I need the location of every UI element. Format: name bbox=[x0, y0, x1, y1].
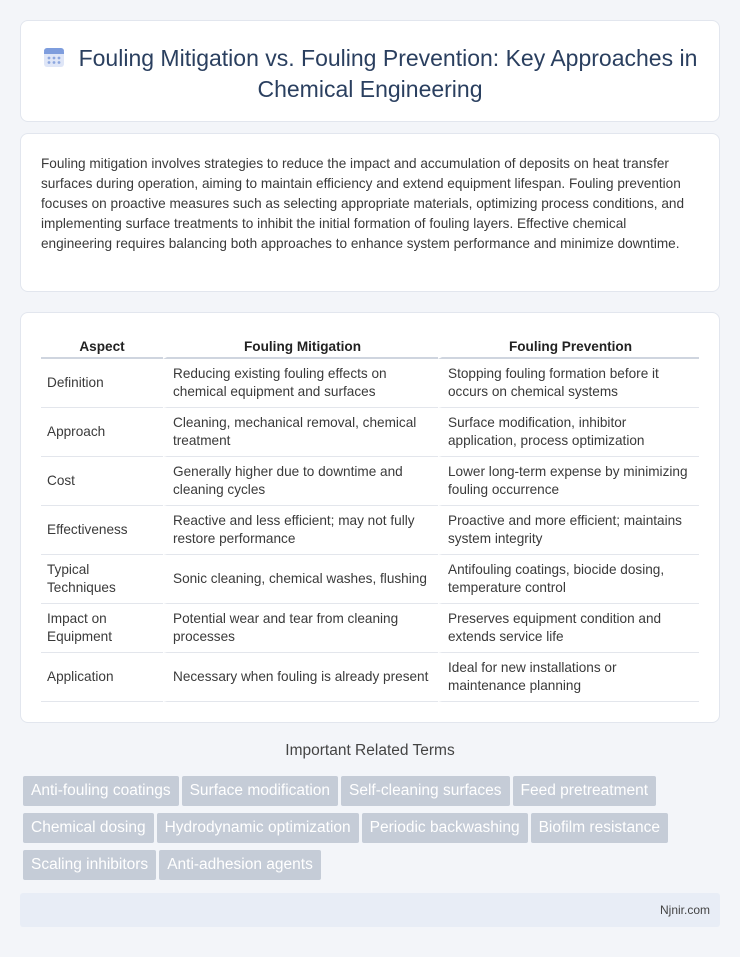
related-term-tag[interactable]: Scaling inhibitors bbox=[23, 850, 156, 880]
cell-mitigation: Reactive and less efficient; may not fully restore performance bbox=[163, 506, 438, 555]
cell-mitigation: Necessary when fouling is already present bbox=[163, 653, 438, 702]
page-title-text: Fouling Mitigation vs. Fouling Prevention: Key Approaches in Chemical Engineering bbox=[78, 45, 698, 102]
footer-site-link[interactable]: Njnir.com bbox=[659, 903, 710, 917]
related-term-tag[interactable]: Anti-fouling coatings bbox=[23, 776, 179, 806]
cell-aspect: Definition bbox=[41, 359, 163, 408]
related-term-tag[interactable]: Hydrodynamic optimization bbox=[157, 813, 359, 843]
intro-text: Fouling mitigation involves strategies to reduce the impact and accumulation of deposits on heat transfer surfaces during operation, aiming to maintain efficiency and extend equipment lifespan. Fouling prevention focuses on proactive measures such as selecting appropriate materials, optimizing process conditions, and implementing surface treatments to inhibit the initial formation of fouling layers. Effective chemical engineering requires balancing both approaches to enhance system performance and minimize downtime. bbox=[41, 156, 685, 251]
table-row bbox=[41, 506, 699, 555]
related-term-tag[interactable]: Periodic backwashing bbox=[362, 813, 528, 843]
cell-aspect: Impact on Equipment bbox=[41, 604, 163, 653]
cell-prevention: Ideal for new installations or maintenance planning bbox=[438, 653, 699, 702]
table-row bbox=[41, 457, 699, 506]
header-aspect: Aspect bbox=[41, 333, 163, 359]
page-title bbox=[21, 43, 719, 105]
cell-aspect: Typical Techniques bbox=[41, 555, 163, 604]
table-row bbox=[41, 359, 699, 408]
related-terms-list bbox=[23, 776, 723, 887]
table-row bbox=[41, 555, 699, 604]
cell-prevention: Lower long-term expense by minimizing fouling occurrence bbox=[438, 457, 699, 506]
related-term-tag[interactable]: Biofilm resistance bbox=[531, 813, 668, 843]
calendar-icon bbox=[43, 46, 65, 68]
intro-card bbox=[20, 133, 720, 292]
cell-mitigation: Generally higher due to downtime and cleaning cycles bbox=[163, 457, 438, 506]
header-prevention: Fouling Prevention bbox=[438, 333, 699, 359]
comparison-table bbox=[41, 333, 699, 702]
cell-aspect: Approach bbox=[41, 408, 163, 457]
cell-prevention: Preserves equipment condition and extends service life bbox=[438, 604, 699, 653]
cell-prevention: Proactive and more efficient; maintains system integrity bbox=[438, 506, 699, 555]
cell-mitigation: Sonic cleaning, chemical washes, flushing bbox=[163, 555, 438, 604]
cell-prevention: Surface modification, inhibitor application, process optimization bbox=[438, 408, 699, 457]
related-term-tag[interactable]: Self-cleaning surfaces bbox=[341, 776, 510, 806]
table-row bbox=[41, 653, 699, 702]
cell-aspect: Effectiveness bbox=[41, 506, 163, 555]
cell-mitigation: Potential wear and tear from cleaning processes bbox=[163, 604, 438, 653]
cell-aspect: Application bbox=[41, 653, 163, 702]
cell-prevention: Antifouling coatings, biocide dosing, temperature control bbox=[438, 555, 699, 604]
footer bbox=[20, 893, 720, 927]
cell-prevention: Stopping fouling formation before it occurs on chemical systems bbox=[438, 359, 699, 408]
comparison-card bbox=[20, 312, 720, 723]
title-card bbox=[20, 20, 720, 122]
table-header-row bbox=[41, 333, 699, 359]
related-terms-title: Important Related Terms bbox=[285, 742, 455, 759]
cell-aspect: Cost bbox=[41, 457, 163, 506]
table-row bbox=[41, 604, 699, 653]
table-row bbox=[41, 408, 699, 457]
related-term-tag[interactable]: Anti-adhesion agents bbox=[159, 850, 321, 880]
related-term-tag[interactable]: Chemical dosing bbox=[23, 813, 154, 843]
cell-mitigation: Reducing existing fouling effects on chemical equipment and surfaces bbox=[163, 359, 438, 408]
cell-mitigation: Cleaning, mechanical removal, chemical treatment bbox=[163, 408, 438, 457]
header-mitigation: Fouling Mitigation bbox=[163, 333, 438, 359]
related-term-tag[interactable]: Surface modification bbox=[182, 776, 338, 806]
related-term-tag[interactable]: Feed pretreatment bbox=[513, 776, 657, 806]
